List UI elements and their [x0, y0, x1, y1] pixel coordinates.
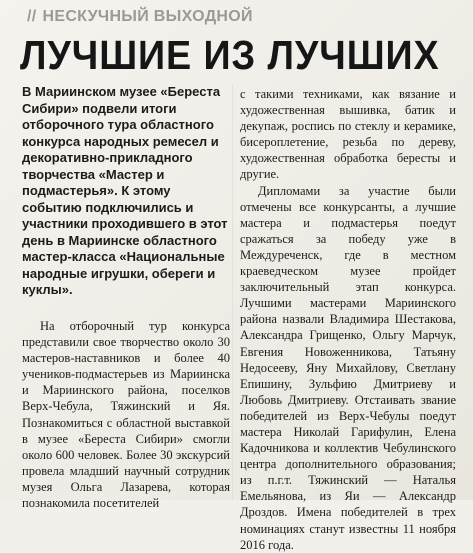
body-paragraph-continued: с такими техниками, как вязание и художественная вышивка, батик и декупаж, роспись по стеклу и керамике, бисероплетение, резьба по дереву, художественная обработка бересты и другие.	[240, 87, 456, 182]
section-rubric	[27, 8, 253, 26]
article-body-left-column	[22, 318, 230, 511]
article-headline: ЛУЧШИЕ ИЗ ЛУЧШИХ	[20, 32, 440, 78]
article-lead	[22, 84, 228, 299]
lead-paragraph: В Мариинском музее «Береста Сибири» подвели итоги отборочного тура областного конкурса народных ремесел и декоративно-прикладного творчества «Мастер и подмастерья». К этому событию подключились и участники проходившего в этот день в Мариинске областного мастер-класса «Национальные народные игрушки, обереги и куклы».	[22, 84, 228, 297]
body-paragraph: На отборочный тур конкурса представили свое творчество около 30 мастеров-наставников и более 40 учеников-подмастерьев из Мариинска и Мариинского района, поселков Верх-Чебула, Тяжинский и Яя. Познакомиться с областной выставкой в музее «Береста Сибири» смогли около 600 человек. Более 30 экскурсий провела младший научный сотрудник музея Ольга Лазарева, которая познакомила посетителей	[22, 319, 230, 511]
article-body-right-column	[240, 86, 456, 553]
rubric-label: НЕСКУЧНЫЙ ВЫХОДНОЙ	[42, 8, 253, 25]
body-paragraph: Дипломами за участие были отмечены все конкурсанты, а лучшие мастера и подмастерья поедут сражаться за победу уже в Междуреченск, где в местном краеведческом музее пройдет заключительный этап конкурса. Лучшими мастерами Мариинского района назвали Владимира Шестакова, Александра Грищенко, Ольгу Марчук, Евгения Новоженникова, Татьяну Недосееву, Яну Михайлову, Светлану Епишину, Зульфию Дмитриеву и Любовь Дмитриеву. Отстаивать звание победителей из Верх-Чебулы поедут мастера Николай Гарифулин, Елена Кадочникова и коллектив Чебулинского центра дополнительного образования; из п.г.т. Тяжинский — Наталья Емельянова, из Яи — Александр Дроздов. Имена победителей в трех номинациях станут известны 11 ноября 2016 года.	[240, 183, 456, 552]
rubric-slashes: //	[27, 8, 37, 25]
column-divider	[232, 84, 233, 500]
